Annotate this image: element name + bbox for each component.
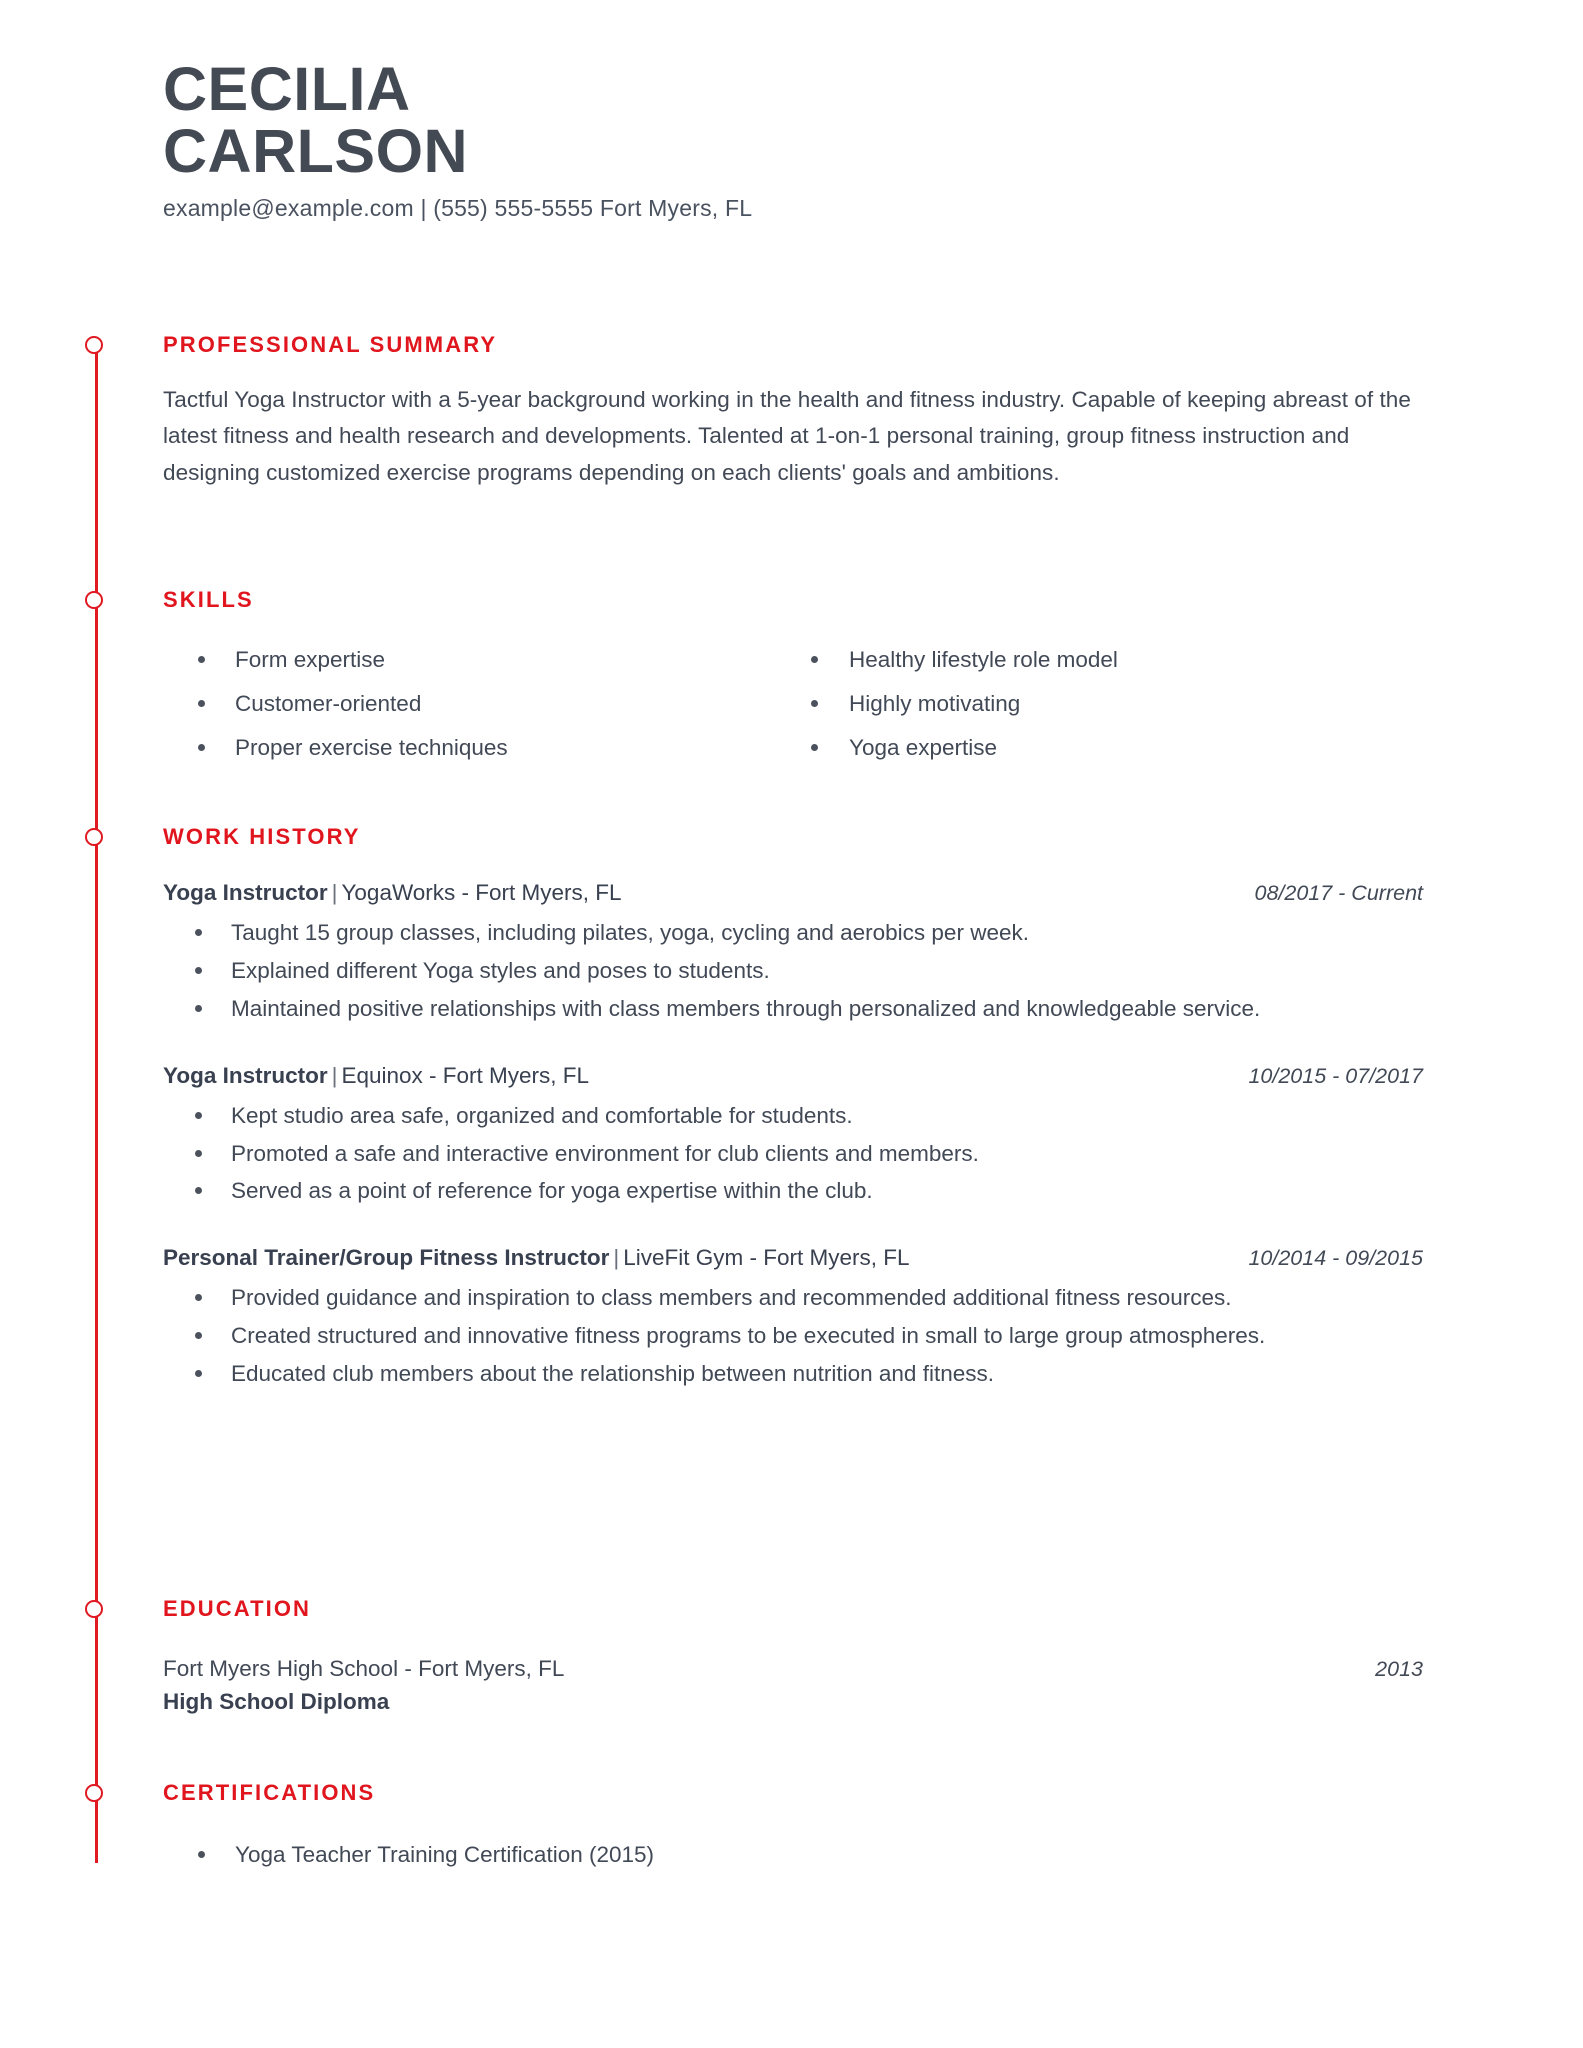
list-item: Maintained positive relationships with class members through personalized and knowledgeable service. bbox=[163, 992, 1311, 1027]
list-item: Explained different Yoga styles and poses to students. bbox=[163, 954, 1423, 989]
job-role: Yoga Instructor bbox=[163, 880, 328, 905]
list-item: Customer-oriented bbox=[163, 687, 793, 722]
job-company: Equinox - Fort Myers, FL bbox=[341, 1062, 590, 1088]
job-dates: 10/2014 - 09/2015 bbox=[1248, 1246, 1423, 1271]
skills-grid bbox=[163, 643, 1423, 775]
job-separator: | bbox=[331, 880, 338, 905]
timeline-dot-certifications bbox=[85, 1784, 103, 1802]
list-item: Kept studio area safe, organized and comfortable for students. bbox=[163, 1099, 1423, 1134]
list-item: Created structured and innovative fitness programs to be executed in small to large group atmospheres. bbox=[163, 1319, 1423, 1354]
job-separator: | bbox=[331, 1062, 338, 1088]
section-title-education: EDUCATION bbox=[163, 1596, 312, 1621]
section-work-history bbox=[163, 826, 1423, 1395]
skills-column-right bbox=[793, 643, 1423, 775]
education-year: 2013 bbox=[1375, 1657, 1423, 1681]
timeline-dot-skills bbox=[85, 591, 103, 609]
section-education bbox=[163, 1598, 1423, 1715]
timeline-dot-education bbox=[85, 1600, 103, 1618]
job-bullets bbox=[163, 1281, 1423, 1392]
job-title-line bbox=[163, 1063, 589, 1089]
job-company: YogaWorks - Fort Myers, FL bbox=[341, 880, 622, 905]
job-title-line bbox=[163, 880, 622, 906]
list-item: Proper exercise techniques bbox=[163, 731, 793, 766]
job-dates: 10/2015 - 07/2017 bbox=[1248, 1063, 1423, 1088]
job-bullets bbox=[163, 916, 1423, 1027]
list-item: Educated club members about the relationship between nutrition and fitness. bbox=[163, 1357, 1423, 1392]
list-item: Healthy lifestyle role model bbox=[793, 643, 1423, 678]
list-item: Promoted a safe and interactive environment for club clients and members. bbox=[163, 1137, 1423, 1172]
list-item: Served as a point of reference for yoga expertise within the club. bbox=[163, 1174, 1423, 1209]
job-entry bbox=[163, 1063, 1423, 1210]
job-header bbox=[163, 1063, 1423, 1089]
job-dates: 08/2017 - Current bbox=[1254, 881, 1423, 905]
list-item: Yoga Teacher Training Certification (2015) bbox=[163, 1838, 1423, 1873]
job-entry bbox=[163, 1245, 1423, 1392]
skills-list-left bbox=[163, 643, 793, 766]
list-item: Yoga expertise bbox=[793, 731, 1423, 766]
education-school: Fort Myers High School - Fort Myers, FL bbox=[163, 1656, 565, 1681]
contact-line: example@example.com | (555) 555-5555 Fort Myers, FL bbox=[163, 195, 753, 222]
list-item: Taught 15 group classes, including pilates, yoga, cycling and aerobics per week. bbox=[163, 916, 1423, 951]
section-title-work-history: WORK HISTORY bbox=[163, 824, 361, 849]
job-role: Yoga Instructor bbox=[163, 1062, 328, 1088]
job-role: Personal Trainer/Group Fitness Instructor bbox=[163, 1245, 610, 1271]
job-header bbox=[163, 1245, 1423, 1271]
skills-column-left bbox=[163, 643, 793, 775]
job-company: LiveFit Gym - Fort Myers, FL bbox=[623, 1245, 910, 1271]
last-name: CARLSON bbox=[163, 117, 469, 186]
section-title-certifications: CERTIFICATIONS bbox=[163, 1780, 376, 1805]
job-separator: | bbox=[613, 1245, 620, 1271]
timeline-rule bbox=[95, 345, 98, 1863]
job-title-line bbox=[163, 1245, 910, 1271]
skills-list-right bbox=[793, 643, 1423, 766]
first-name: CECILIA bbox=[163, 55, 411, 123]
section-title-summary: PROFESSIONAL SUMMARY bbox=[163, 332, 498, 357]
job-header bbox=[163, 880, 1423, 906]
section-skills bbox=[163, 589, 1423, 775]
certifications-list bbox=[163, 1838, 1423, 1873]
job-bullets bbox=[163, 1099, 1423, 1210]
summary-paragraph: Tactful Yoga Instructor with a 5-year background working in the health and fitness industry. Capable of keeping abreast of the latest fitness and health research and developments. Talented at 1-on-1 personal training, group fitness instruction and designing customized exercise programs depending on each clients' goals and ambitions. bbox=[163, 387, 1411, 485]
list-item: Provided guidance and inspiration to class members and recommended additional fitness resources. bbox=[163, 1281, 1401, 1316]
timeline-dot-summary bbox=[85, 336, 103, 354]
list-item: Highly motivating bbox=[793, 687, 1423, 722]
job-entry bbox=[163, 880, 1423, 1027]
education-header bbox=[163, 1656, 1423, 1682]
timeline-dot-work-history bbox=[85, 828, 103, 846]
section-title-skills: SKILLS bbox=[163, 587, 254, 612]
education-degree: High School Diploma bbox=[163, 1689, 390, 1714]
list-item: Form expertise bbox=[163, 643, 793, 678]
resume-header bbox=[163, 55, 1423, 222]
section-certifications bbox=[163, 1782, 1423, 1876]
section-professional-summary bbox=[163, 334, 1423, 491]
